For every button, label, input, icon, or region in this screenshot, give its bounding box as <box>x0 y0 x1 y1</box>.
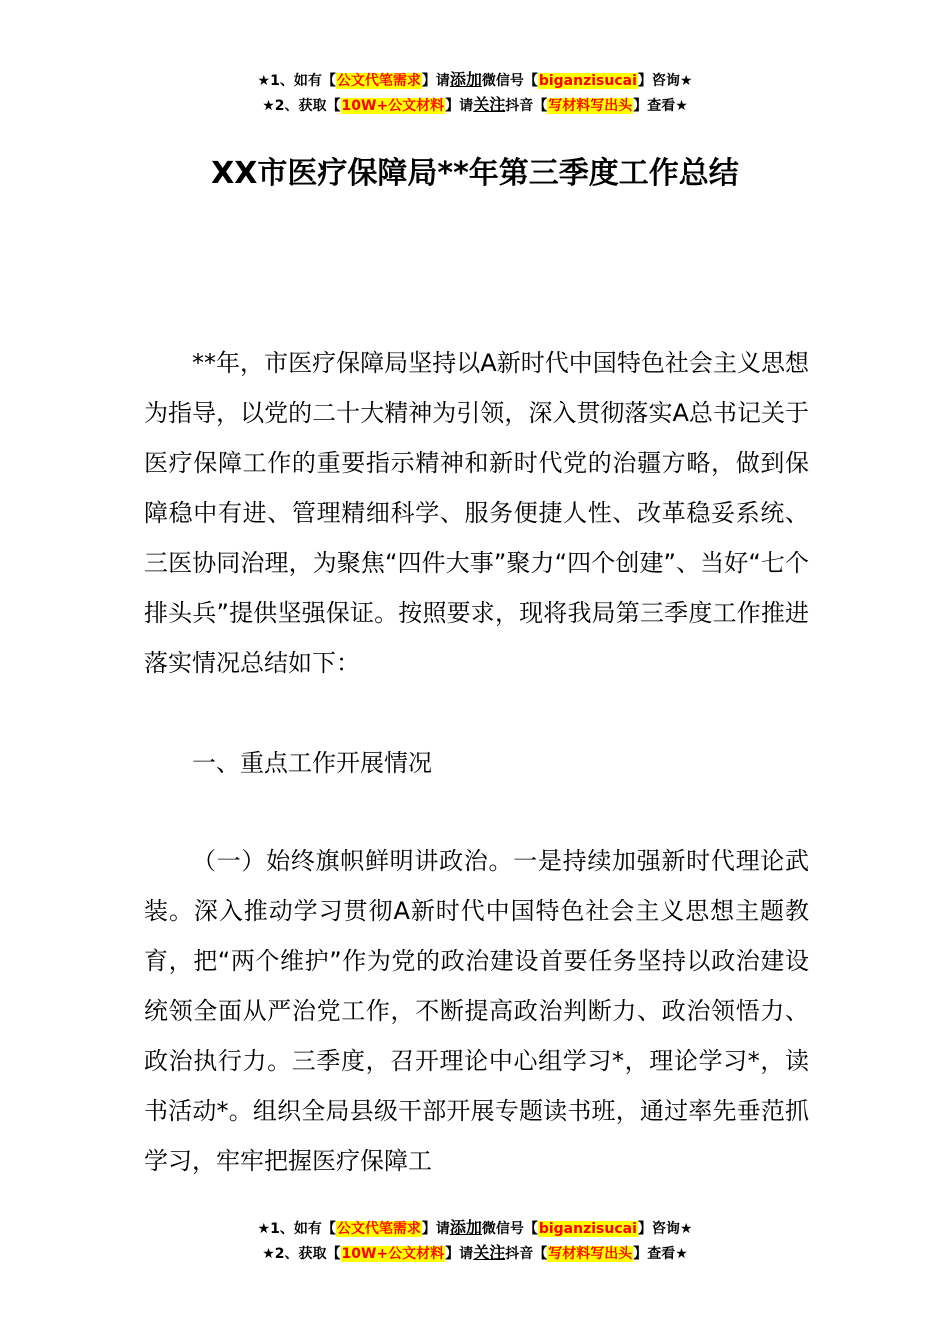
highlight-service: 公文代笔需求 <box>336 1221 421 1237</box>
banner-line-2: ★2、获取【10W+公文材料】请关注抖音【写材料写出头】查看★ <box>262 1243 688 1262</box>
highlight-materials: 10W+公文材料 <box>341 98 445 114</box>
highlight-wechat-id: biganzisucai <box>538 73 637 89</box>
underlined-word: 添加 <box>449 70 482 89</box>
highlight-douyin-account: 写材料写出头 <box>548 98 633 114</box>
intro-paragraph: **年，市医疗保障局坚持以A新时代中国特色社会主义思想为指导，以党的二十大精神为引领，深入贯彻落实A总书记关于医疗保障工作的重要指示精神和新时代党的治疆方略，做到保障稳中有进、管理精细科学、服务便捷人性、改革稳妥系统、三医协同治理，为聚焦“四件大事”聚力“四个创建”、当好“七个排头兵”提供坚强保证。按照要求，现将我局第三季度工作推进落实情况总结如下： <box>144 349 809 677</box>
section-paragraph: （一）始终旗帜鲜明讲政治。一是持续加强新时代理论武装。深入推动学习贯彻A新时代中国特色社会主义思想主题教育，把“两个维护”作为党的政治建设首要任务坚持以政治建设统领全面从严治党工作，不断提高政治判断力、政治领悟力、政治执行力。三季度，召开理论中心组学习*，理论学习*，读书活动*。组织全局县级干部开展专题读书班，通过率先垂范抓学习，牢牢把握医疗保障工 <box>144 847 809 1175</box>
underlined-word: 关注 <box>473 95 506 114</box>
footer-banner <box>0 1216 950 1266</box>
highlight-materials: 10W+公文材料 <box>341 1246 445 1262</box>
highlight-wechat-id: biganzisucai <box>538 1221 637 1237</box>
highlight-douyin-account: 写材料写出头 <box>548 1246 633 1262</box>
document-title: XX市医疗保障局**年第三季度工作总结 <box>211 156 739 191</box>
banner-line-2: ★2、获取【10W+公文材料】请关注抖音【写材料写出头】查看★ <box>262 95 688 114</box>
section-heading: 一、重点工作开展情况 <box>192 749 432 777</box>
highlight-service: 公文代笔需求 <box>336 73 421 89</box>
banner-line-1: ★1、如有【公文代笔需求】请添加微信号【biganzisucai】咨询★ <box>257 70 693 89</box>
underlined-word: 添加 <box>449 1218 482 1237</box>
underlined-word: 关注 <box>473 1243 506 1262</box>
header-banner <box>0 68 950 118</box>
banner-line-1: ★1、如有【公文代笔需求】请添加微信号【biganzisucai】咨询★ <box>257 1218 693 1237</box>
